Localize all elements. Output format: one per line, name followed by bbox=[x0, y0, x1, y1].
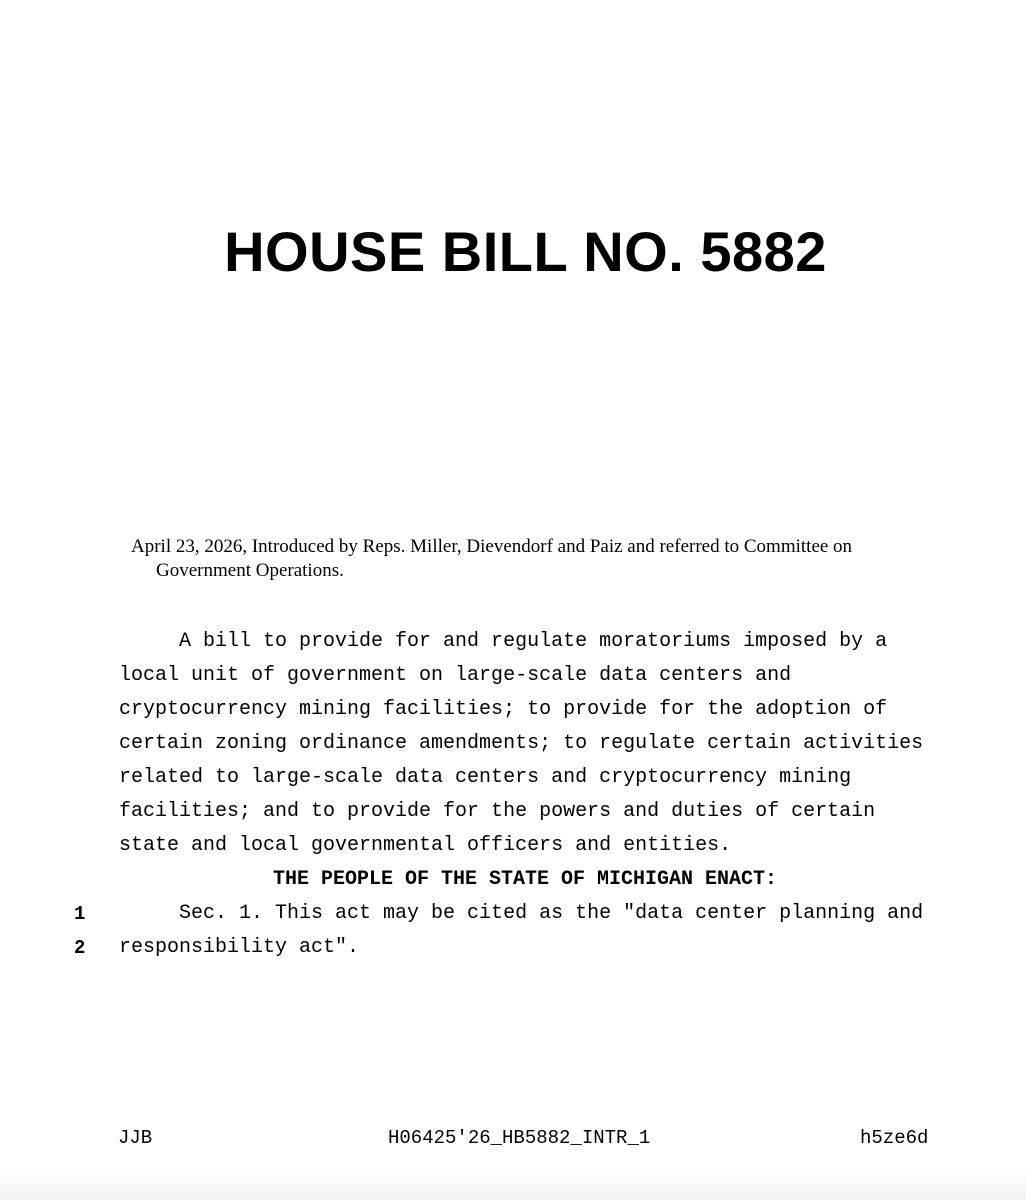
footer-document-id: H06425'26_HB5882_INTR_1 bbox=[388, 1127, 651, 1149]
enacting-clause: THE PEOPLE OF THE STATE OF MICHIGAN ENACT: bbox=[272, 868, 778, 891]
introduction-line-2: Government Operations. bbox=[156, 560, 344, 581]
introduction-note bbox=[131, 535, 931, 583]
introduction-line-1: April 23, 2026, Introduced by Reps. Miller, Dievendorf and Paiz and referred to Committee on bbox=[131, 536, 853, 557]
page-bottom-edge bbox=[0, 1170, 1026, 1200]
preamble-line: certain zoning ordinance amendments; to regulate certain activities bbox=[119, 732, 924, 755]
section-line: responsibility act". bbox=[119, 936, 360, 959]
preamble-line: local unit of government on large-scale data centers and bbox=[119, 664, 792, 687]
preamble-line: A bill to provide for and regulate moratoriums imposed by a bbox=[119, 630, 888, 653]
preamble-line: related to large-scale data centers and cryptocurrency mining bbox=[119, 766, 852, 789]
line-number: 1 bbox=[74, 903, 86, 925]
preamble-line: cryptocurrency mining facilities; to provide for the adoption of bbox=[119, 698, 888, 721]
preamble-line: facilities; and to provide for the powers and duties of certain bbox=[119, 800, 876, 823]
section-line: Sec. 1. This act may be cited as the "data center planning and bbox=[119, 902, 924, 925]
preamble-line: state and local governmental officers and entities. bbox=[119, 834, 732, 857]
line-number: 2 bbox=[74, 937, 86, 959]
footer-drafter-initials: JJB bbox=[118, 1127, 153, 1149]
bill-title: HOUSE BILL NO. 5882 bbox=[224, 220, 827, 283]
footer-code: h5ze6d bbox=[860, 1127, 929, 1149]
